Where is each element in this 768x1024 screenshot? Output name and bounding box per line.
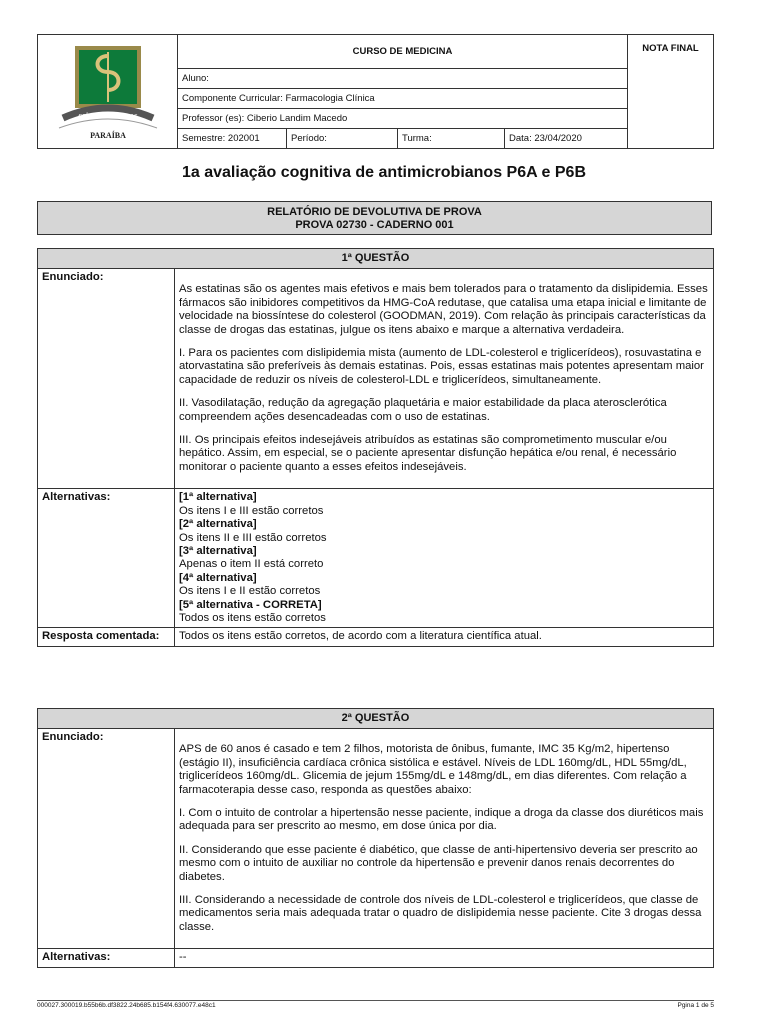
semester-field: Semestre: 202001 <box>178 129 287 149</box>
statement-paragraph: APS de 60 anos é casado e tem 2 filhos, motorista de ônibus, fumante, IMC 35 Kg/m2, hipertenso (estágio II), insuficiência cardíaca crônica sistólica e estável. Níveis de LDL 160mg/dL, HDL 55mg/dL, triglicerídeos 160mg/dL. Glicemia de jejum 155mg/dL e 148mg/dL, em dias diferentes. Com relação a farmacoterapia desse caso, responda as questões abaixo: <box>179 743 687 796</box>
alternative-text: Os itens I e II estão corretos <box>179 585 321 598</box>
alternative-heading: [1ª alternativa] <box>179 491 257 504</box>
period-field: Período: <box>287 129 398 149</box>
alternative-text: Apenas o item II está correto <box>179 558 324 571</box>
statement-label: Enunciado: <box>38 269 175 489</box>
question-1-alternatives <box>175 489 714 628</box>
document-code: 000027.300019.b55b6b.df3822.24b685.b154f4.630077.e48c1 <box>37 1002 216 1009</box>
page-footer <box>37 1000 714 1009</box>
professor-field: Professor (es): Ciberio Landim Macedo <box>178 109 628 129</box>
statement-item: I. Para os pacientes com dislipidemia mista (aumento de LDL-colesterol e triglicerídeos), rosuvastatina e atorvastatina são preferíveis às demais estatinas. Pois, essas estatinas mais potentes apresentam maior capacidade de reduzir os níveis de colesterol-LDL e triglicerídeos, simultaneamente. <box>179 347 704 386</box>
date-field: Data: 23/04/2020 <box>505 129 628 149</box>
alternative-text: Os itens I e III estão corretos <box>179 504 324 517</box>
statement-item: III. Considerando a necessidade de controle dos níveis de LDL-colesterol e triglicerídeos, que classe de medicamentos seria mais adequada tratar o quadro de dislipidemia nesse paciente. Cite 3 drogas dessa classe. <box>179 894 702 933</box>
alternative-heading: [3ª alternativa] <box>179 544 257 557</box>
statement-item: I. Com o intuito de controlar a hipertensão nesse paciente, indique a droga da classe dos diuréticos mais adequada para ser prescrito ao mesmo, em dose única por dia. <box>179 807 704 833</box>
alternative-text: Os itens II e III estão corretos <box>179 531 327 544</box>
statement-item: II. Vasodilatação, redução da agregação plaquetária e maior estabilidade da placa aterosclerótica compreendem ações desencadeadas com o uso de estatinas. <box>179 397 667 423</box>
alternative-heading: [4ª alternativa] <box>179 571 257 584</box>
question-2-alternatives: -- <box>175 949 714 967</box>
report-header <box>37 201 712 235</box>
logo-text-bottom: PARAÍBA <box>89 131 126 140</box>
question-1-statement <box>175 269 714 489</box>
class-field: Turma: <box>398 129 505 149</box>
commented-answer: Todos os itens estão corretos, de acordo com a literatura científica atual. <box>175 628 714 646</box>
alternatives-label: Alternativas: <box>38 489 175 628</box>
statement-item: III. Os principais efeitos indesejáveis atribuídos as estatinas são comprometimento muscular e/ou hepático. Assim, em especial, se o paciente apresentar disfunção hepática e/ou renal, é necessário monitorar o paciente quanto a esses efeitos indesejáveis. <box>179 434 677 473</box>
institution-logo-cell <box>38 35 178 149</box>
logo-text-top: CIÊNCIAS MÉDICAS <box>77 114 138 120</box>
evaluation-title: 1a avaliação cognitiva de antimicrobianos P6A e P6B <box>181 164 586 181</box>
report-title: RELATÓRIO DE DEVOLUTIVA DE PROVA <box>267 206 482 218</box>
question-1-header: 1ª QUESTÃO <box>38 249 714 269</box>
document-header <box>37 34 714 149</box>
question-2 <box>37 708 714 968</box>
question-2-statement <box>175 729 714 949</box>
question-1 <box>37 248 714 647</box>
alternative-heading: [2ª alternativa] <box>179 518 257 531</box>
final-grade-label: NOTA FINAL <box>628 35 714 149</box>
student-field: Aluno: <box>178 69 628 89</box>
correct-alternative-text: Todos os itens estão corretos <box>179 611 326 624</box>
page-number: Pgina 1 de 5 <box>677 1002 714 1009</box>
question-2-header: 2ª QUESTÃO <box>38 709 714 729</box>
statement-label: Enunciado: <box>38 729 175 949</box>
commented-answer-label: Resposta comentada: <box>38 628 175 646</box>
shield-logo-icon <box>53 38 163 142</box>
course-name: CURSO DE MEDICINA <box>178 35 628 69</box>
correct-alternative-heading: [5ª alternativa - CORRETA] <box>179 598 322 611</box>
statement-paragraph: As estatinas são os agentes mais efetivos e mais bem tolerados para o tratamento da dislipidemia. Esses fármacos são inibidores competitivos da HMG-CoA redutase, que catalisa uma etapa inicial e limitante de velocidade na biossíntese do colesterol (GOODMAN, 2019). Com relação às principais características da classe de drogas das estatinas, julgue os itens abaixo e marque a alternativa verdadeira. <box>179 283 708 336</box>
exam-code: PROVA 02730 - CADERNO 001 <box>295 219 454 231</box>
statement-item: II. Considerando que esse paciente é diabético, que classe de anti-hipertensivo deveria ser prescrito ao mesmo com o intuito de auxiliar no controle da hipertensão e prevenir danos renais decorrentes do diabetes. <box>179 843 698 883</box>
alternatives-label: Alternativas: <box>38 949 175 967</box>
curricular-component: Componente Curricular: Farmacologia Clínica <box>178 89 628 109</box>
